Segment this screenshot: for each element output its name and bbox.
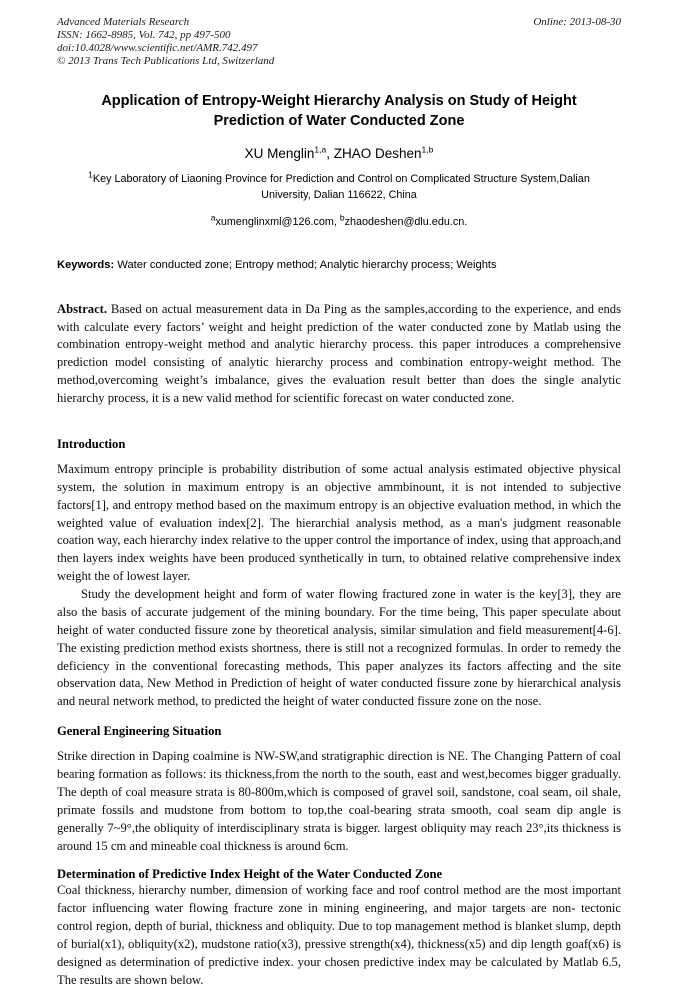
emails-line (57, 212, 621, 228)
title-block (57, 91, 621, 227)
author-2-superscript: 1,b (421, 144, 434, 155)
author-1-superscript: 1,a (314, 144, 327, 155)
author-1-name: XU Menglin (244, 146, 315, 162)
journal-header (57, 16, 621, 67)
affiliation-superscript: 1 (88, 169, 93, 180)
abstract-text: Based on actual measurement data in Da Ping as the samples,according to the experience, and ends with calculate every factors’ weight and height prediction of the water conducted zone by Matlab using the combination entropy-weight method and analytic hierarchy process. this paper introduces a comprehensive prediction model consisting of analytic hierarchy process and combination entropy-weight method. The method,overcoming weight’s imbalance, gives the evaluation result better than does the single analytic hierarchy process, it is a new valid method for scientific forecast on water conducted zone. (57, 301, 621, 406)
issn-volume-line: ISSN: 1662-8985, Vol. 742, pp 497-500 (57, 28, 231, 41)
email-a-superscript: a (210, 212, 216, 223)
emails-separator: , (333, 215, 340, 228)
affiliation-text: Key Laboratory of Liaoning Province for Prediction and Control on Complicated Structure System,Dalian University, Dalian 116622, China (92, 173, 590, 201)
email-a: xumenglinxml@126.com (215, 215, 334, 228)
keywords-line (57, 259, 621, 271)
determination-paragraph: Coal thickness, hierarchy number, dimension of working face and roof control method are the most important factor influencing water flowing fracture zone in mining engineering, and major targets are non- tectonic control region, depth of burial, thickness and obliquity. Due to top management method is blanket slump, depth of burial(x1), obliquity(x2), mudstone ratio(x3), pressive strength(x4), thickness(x5) and dip length goaf(x6) is designed as determination of predictive index. your chosen predictive index may be calculated by Matlab 6.5, The results are shown below. (57, 883, 621, 987)
authors-separator: , (326, 146, 334, 162)
abstract-label: Abstract. (57, 301, 108, 316)
copyright-line: © 2013 Trans Tech Publications Ltd, Switzerland (57, 54, 275, 67)
keywords-label: Keywords: (57, 258, 115, 271)
introduction-paragraph-1: Maximum entropy principle is probability distribution of some actual analysis estimated objective physical system, the solution in maximum entropy is an objective ammbinount, it is not intended to subjective factors[1], and entropy method based on the maximum entropy is an objective evaluation method, in which the weighted value of evaluation index[2]. The hierarchial analysis method, as a man's judgment reasonable coation way, each hierarchy index relative to the upper control the importance of index, using that approach,and then layers index weights have been produced synthetically in turn, to obtained relative comprehensive index weight the of lowest layer. (57, 461, 621, 584)
section-heading-general-engineering-situation: General Engineering Situation (57, 724, 222, 739)
email-b: zhaodeshen@dlu.edu.cn. (344, 215, 468, 228)
section-introduction (57, 437, 621, 711)
journal-name: Advanced Materials Research (57, 16, 190, 28)
journal-header-left (57, 16, 274, 67)
section-determination-predictive-index (57, 867, 621, 989)
keywords-text: Water conducted zone; Entropy method; Analytic hierarchy process; Weights (114, 258, 497, 271)
online-date: Online: 2013-08-30 (533, 16, 621, 28)
general-engineering-paragraph: Strike direction in Daping coalmine is NW-SW,and stratigraphic direction is NE. The Changing Pattern of coal bearing formation as follows: its thickness,from the north to the south, east and west,becomes bigger gradually. The depth of coal measure strata is 80-800m,which is composed of gravel soil, sandstone, coal seam, oil shale, primate fossils and mudstone from bottom to top,the coal-bearing strata smooth, coal seam dip angle is generally 7~9°,the obliquity of interdisciplinary strata is bigger. largest obliquity may reach 23°,its thickness is around 15 cm and mineable coal thickness is around 6cm. (57, 749, 621, 853)
paper-title: Application of Entropy-Weight Hierarchy Analysis on Study of Height Prediction of Water Conducted Zone (101, 93, 577, 130)
author-2-name: ZHAO Deshen (333, 146, 422, 162)
introduction-paragraph-2: Study the development height and form of water flowing fractured zone in water is the key[3], they are also the basis of accurate judgement of the mining boundary. For the time being, This paper speculate about height of water conducted fissure zone by theoretical analysis, similar simulation and field measurement[4-6]. The existing prediction method exists shortness, there is still not a recognized formulas. In order to remedy the deficiency in the conventional forecasting methods, This paper analyzes its factors affecting and the site observation data, New Method in Prediction of height of water conducted fissure zone by hierarchical analysis and neural network method, to predicted the height of water conducted fissure zone on the nose. (57, 587, 621, 709)
affiliation-line (87, 169, 592, 202)
section-heading-introduction: Introduction (57, 436, 126, 451)
section-heading-determination-predictive-index: Determination of Predictive Index Height of the Water Conducted Zone (57, 867, 443, 882)
abstract-paragraph (57, 301, 621, 408)
email-b-superscript: b (339, 212, 345, 223)
authors-line (57, 146, 621, 161)
section-general-engineering-situation (57, 724, 621, 855)
doi-line: doi:10.4028/www.scientific.net/AMR.742.497 (57, 41, 258, 54)
